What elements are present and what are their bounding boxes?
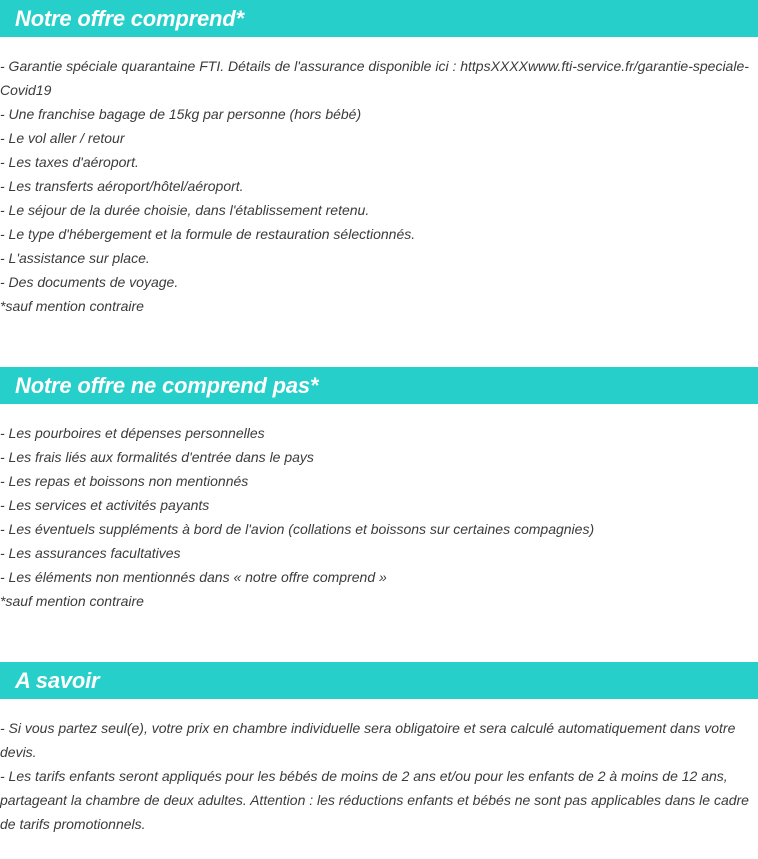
included-item: - Le vol aller / retour (0, 130, 125, 146)
excluded-item: - Les éléments non mentionnés dans « notre offre comprend » (0, 569, 387, 585)
included-header (0, 0, 758, 37)
info-title: A savoir (15, 668, 100, 693)
included-title: Notre offre comprend* (15, 6, 244, 31)
excluded-note: *sauf mention contraire (0, 593, 144, 609)
excluded-list (0, 404, 758, 662)
info-text (0, 699, 758, 836)
info-header (0, 662, 758, 699)
included-note: *sauf mention contraire (0, 298, 144, 314)
excluded-item: - Les pourboires et dépenses personnelles (0, 425, 265, 441)
included-item: - Le type d'hébergement et la formule de restauration sélectionnés. (0, 226, 416, 242)
included-item: - Une franchise bagage de 15kg par personne (hors bébé) (0, 106, 362, 122)
included-section (0, 0, 758, 367)
excluded-item: - Les services et activités payants (0, 497, 210, 513)
included-item: - Le séjour de la durée choisie, dans l'établissement retenu. (0, 202, 370, 218)
excluded-item: - Les repas et boissons non mentionnés (0, 473, 249, 489)
excluded-item: - Les assurances facultatives (0, 545, 181, 561)
included-item: - Garantie spéciale quarantaine FTI. Détails de l'assurance disponible ici : httpsXXXXwww.fti-service.fr/garantie-speciale-Covid19 (0, 58, 749, 98)
excluded-item: - Les frais liés aux formalités d'entrée dans le pays (0, 449, 314, 465)
excluded-header (0, 367, 758, 404)
included-item: - Les taxes d'aéroport. (0, 154, 139, 170)
excluded-section (0, 367, 758, 662)
included-item: - Les transferts aéroport/hôtel/aéroport. (0, 178, 244, 194)
excluded-item: - Les éventuels suppléments à bord de l'avion (collations et boissons sur certaines compagnies) (0, 521, 595, 537)
included-list (0, 37, 758, 367)
included-item: - Des documents de voyage. (0, 274, 179, 290)
info-paragraph: - Si vous partez seul(e), votre prix en chambre individuelle sera obligatoire et sera calculé automatiquement dans votre devis. (0, 720, 736, 760)
included-item: - L'assistance sur place. (0, 250, 150, 266)
excluded-title: Notre offre ne comprend pas* (15, 373, 319, 398)
info-section (0, 662, 758, 836)
info-paragraph: - Les tarifs enfants seront appliqués pour les bébés de moins de 2 ans et/ou pour les enfants de 2 à moins de 12 ans, partageant la chambre de deux adultes. Attention : les réductions enfants et bébés ne sont pas applicables dans le cadre de tarifs promotionnels. (0, 768, 749, 832)
